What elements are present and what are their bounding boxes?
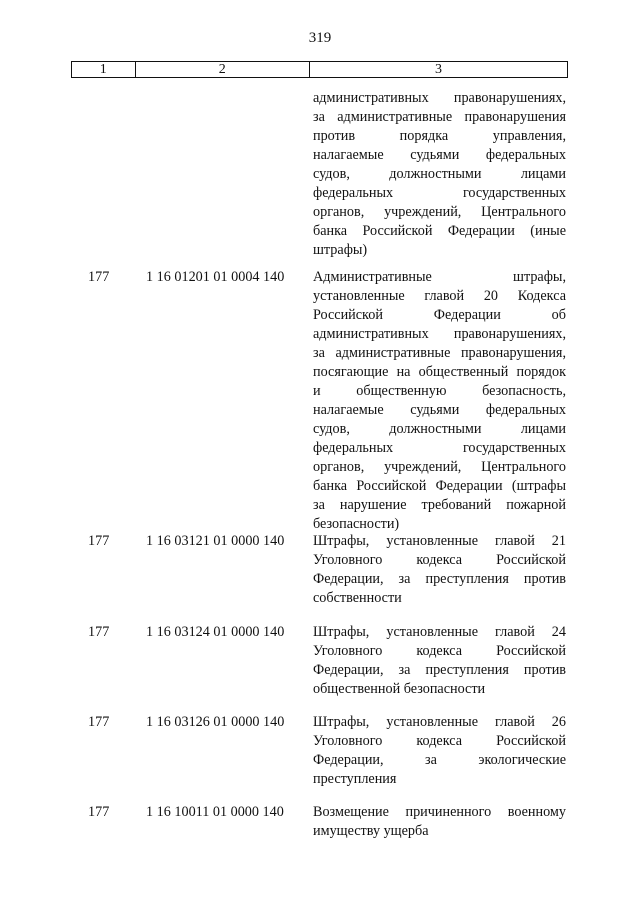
description-line: и общественную безопасность, [313,383,566,399]
budget-classification-code: 1 16 03121 01 0000 140 [146,533,285,549]
table-header [71,61,568,78]
description-line: за административные правонарушения, [313,345,566,361]
description-line: штрафы) [313,242,368,258]
description-line: органов, учреждений, Центрального [313,459,566,475]
description-line: преступления [313,771,397,787]
description-line: Штрафы, установленные главой 26 [313,714,566,730]
description-line: против порядка управления, [313,128,566,144]
description-line: Штрафы, установленные главой 24 [313,624,566,640]
description-line: имуществу ущерба [313,823,429,839]
description-line: органов, учреждений, Центрального [313,204,566,220]
description-line: судов, должностными лицами [313,166,566,182]
budget-classification-code: 1 16 10011 01 0000 140 [146,804,284,820]
description-line: налагаемые судьями федеральных [313,402,566,418]
header-col-1: 1 [72,62,136,78]
header-col-2: 2 [135,62,310,78]
description-line: Административные штрафы, [313,269,566,285]
description-line: собственности [313,590,402,606]
revenue-description [313,713,566,789]
revenue-description [313,623,566,699]
revenue-description [313,268,566,534]
description-line: Федерации, за преступления против [313,571,566,587]
description-line: Федерации, за экологические [313,752,566,768]
header-col-3: 3 [310,62,568,78]
description-line: за нарушение требований пожарной [313,497,566,513]
description-line: банка Российской Федерации (иные [313,223,566,239]
budget-classification-code: 1 16 03124 01 0000 140 [146,624,285,640]
description-line: общественной безопасности [313,681,486,697]
description-line: административных правонарушениях, [313,326,566,342]
page-number: 319 [308,30,332,46]
description-line: посягающие на общественный порядок [313,364,566,380]
description-line: налагаемые судьями федеральных [313,147,566,163]
description-line: Уголовного кодекса Российской [313,552,566,568]
description-line: Штрафы, установленные главой 21 [313,533,566,549]
admin-code: 177 [88,269,110,285]
description-line: безопасности) [313,516,400,532]
description-line: федеральных государственных [313,185,566,201]
description-line: установленные главой 20 Кодекса [313,288,566,304]
description-line: Уголовного кодекса Российской [313,733,566,749]
description-line: Возмещение причиненного военному [313,804,566,820]
revenue-description [313,532,566,608]
revenue-description [313,89,566,260]
admin-code: 177 [88,804,110,820]
description-line: судов, должностными лицами [313,421,566,437]
admin-code: 177 [88,624,110,640]
description-line: Российской Федерации об [313,307,566,323]
budget-classification-code: 1 16 03126 01 0000 140 [146,714,285,730]
description-line: административных правонарушениях, [313,90,566,106]
budget-classification-code: 1 16 01201 01 0004 140 [146,269,285,285]
description-line: банка Российской Федерации (штрафы [313,478,566,494]
admin-code: 177 [88,714,110,730]
admin-code: 177 [88,533,110,549]
description-line: за административные правонарушения [313,109,566,125]
description-line: Федерации, за преступления против [313,662,566,678]
description-line: федеральных государственных [313,440,566,456]
revenue-description [313,803,566,841]
description-line: Уголовного кодекса Российской [313,643,566,659]
